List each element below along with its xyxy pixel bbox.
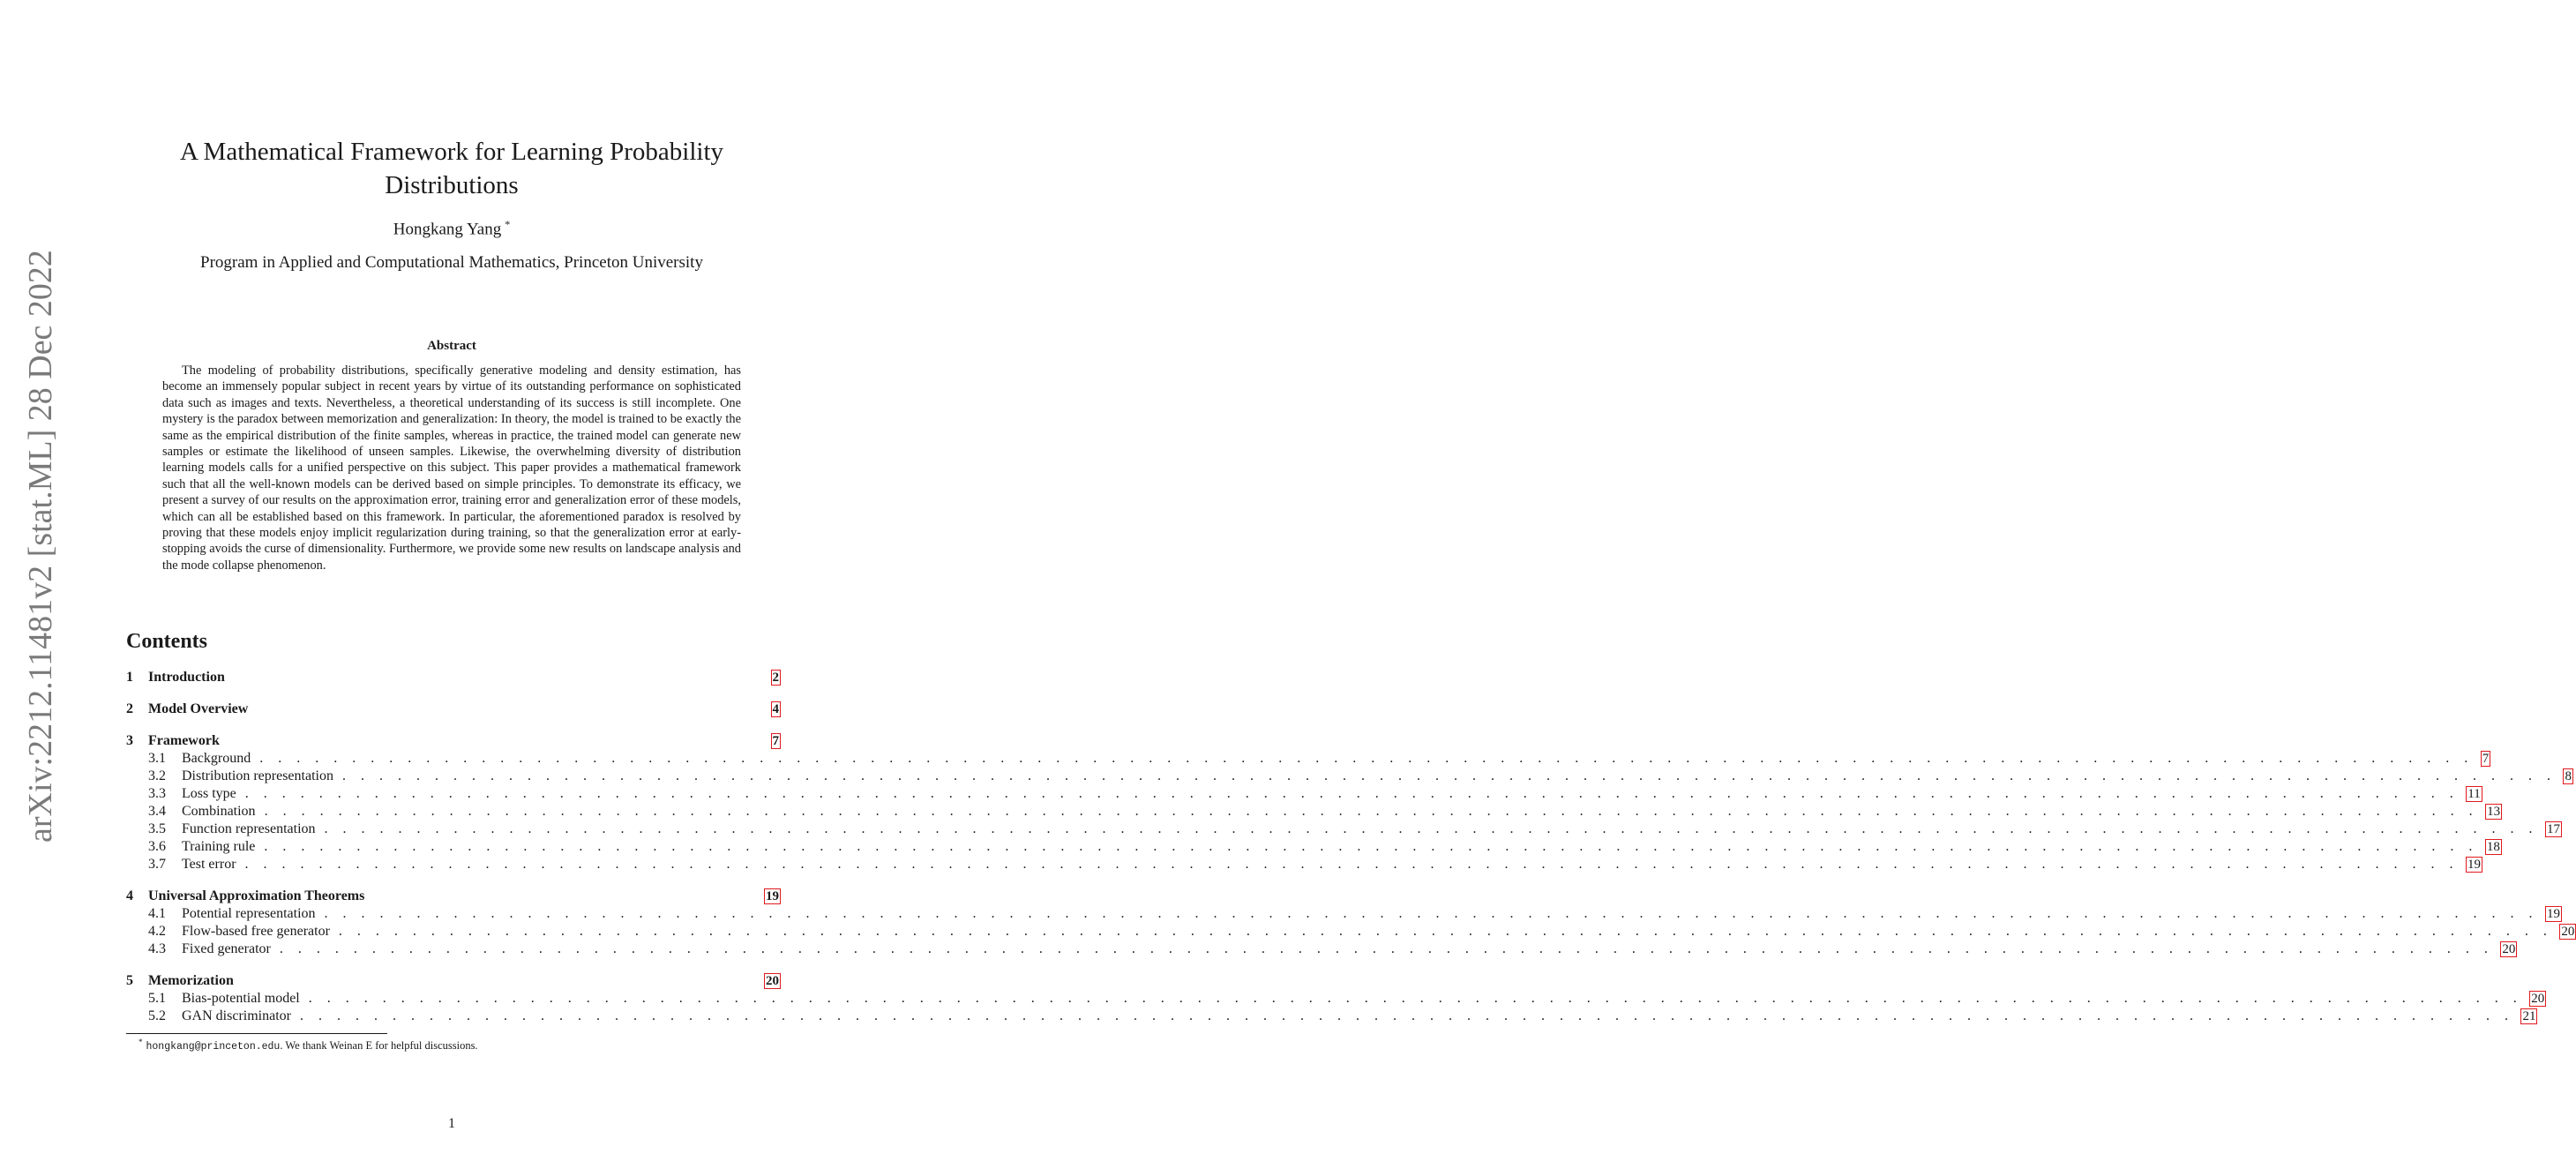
toc-subsection[interactable] (126, 923, 2575, 940)
contents-heading: Contents (126, 630, 208, 653)
toc-section-number: 1 (126, 670, 133, 685)
toc-subsection-title[interactable]: Flow-based free generator (182, 924, 330, 939)
toc-subsection-number: 3.5 (148, 821, 166, 836)
toc-leader-dots: . . . . . . . . . . . . . . . . . . . . . . . . . . . . . . . . . . . . . . . . . . . . . . . . . . . . . . . . . . . . . . . . . . . . . . . . . . . . . . . . . . . . . . . . . . . . . . . . . . . . . . . . . . . . . . . . . . . . . . . . (308, 991, 2523, 1006)
toc-subsection[interactable] (126, 856, 2482, 873)
table-of-contents (126, 669, 2575, 1025)
toc-section[interactable] (126, 732, 781, 750)
paper-title: A Mathematical Framework for Learning Probability Distributions (179, 138, 724, 199)
toc-page-link[interactable]: 20 (766, 974, 779, 988)
toc-section-title[interactable]: Universal Approximation Theorems (148, 888, 365, 903)
footnote-rule (126, 1033, 387, 1034)
toc-subsection-title[interactable]: Potential representation (182, 906, 316, 921)
toc-subsection-number: 3.2 (148, 768, 166, 783)
toc-subsection-number: 4.2 (148, 924, 166, 939)
toc-page-link[interactable]: 8 (2565, 769, 2572, 783)
toc-subsection-number: 3.1 (148, 751, 166, 766)
toc-page-link[interactable]: 20 (2561, 925, 2575, 939)
toc-leader-dots: . . . . . . . . . . . . . . . . . . . . . . . . . . . . . . . . . . . . . . . . . . . . . . . . . . . . . . . . . . . . . . . . . . . . . . . . . . . . . . . . . . . . . . . . . . . . . . . . . . . . . . . . . . . . . . . . . . . . . . . . (264, 839, 2478, 854)
toc-subsection[interactable] (126, 768, 2572, 785)
toc-subsection-number: 3.7 (148, 857, 166, 872)
toc-subsection[interactable] (126, 940, 2516, 958)
toc-page-link[interactable]: 17 (2547, 822, 2561, 836)
toc-section-title[interactable]: Memorization (148, 973, 234, 988)
toc-page-link[interactable]: 19 (2547, 907, 2561, 921)
toc-section-title[interactable]: Model Overview (148, 701, 249, 716)
abstract-heading: Abstract (427, 339, 476, 353)
author-name: Hongkang Yang (393, 220, 502, 239)
toc-page-link[interactable]: 21 (2522, 1009, 2536, 1023)
toc-subsection-title[interactable]: Function representation (182, 821, 316, 836)
toc-subsection-number: 5.1 (148, 991, 166, 1006)
abstract-text: The modeling of probability distributions, specifically generative modeling and density estimation, has become an immensely popular subject in recent years by virtue of its outstanding performance on sophisticated data such as images and texts. Nevertheless, a theoretical understanding of its success is still incomplete. One mystery is the paradox between memorization and generalization: In theory, the model is trained to be exactly the same as the empirical distribution of the finite samples, whereas in practice, the trained model can generate new samples or estimate the likelihood of unseen samples. Likewise, the overwhelming diversity of distribution learning models calls for a unified perspective on this subject. This paper provides a mathematical framework such that all the well-known models can be derived based on simple principles. To demonstrate its efficacy, we present a survey of our results on the approximation error, training error and generalization error of these models, which can all be established based on this framework. In particular, the aforementioned paradox is resolved by proving that these models enjoy implicit regularization during training, so that the generalization error at early-stopping avoids the curse of dimensionality. Furthermore, we provide some new results on landscape analysis and the mode collapse phenomenon. (162, 363, 741, 573)
toc-subsection-title[interactable]: Training rule (182, 839, 256, 854)
toc-leader-dots: . . . . . . . . . . . . . . . . . . . . . . . . . . . . . . . . . . . . . . . . . . . . . . . . . . . . . . . . . . . . . . . . . . . . . . . . . . . . . . . . . . . . . . . . . . . . . . . . . . . . . . . . . . . . . . . . . . . . . . . . (324, 821, 2539, 836)
toc-page-link[interactable]: 13 (2487, 805, 2501, 819)
toc-page-link[interactable]: 19 (2467, 858, 2482, 872)
toc-subsection-number: 3.3 (148, 786, 166, 801)
toc-subsection[interactable] (126, 750, 2490, 768)
toc-section-title[interactable]: Framework (148, 733, 220, 748)
toc-page-link[interactable]: 7 (2482, 752, 2490, 766)
affiliation: Program in Applied and Computational Mathematics, Princeton University (200, 253, 703, 272)
arxiv-stamp: arXiv:2212.11481v2 [stat.ML] 28 Dec 2022 (22, 250, 59, 843)
toc-leader-dots: . . . . . . . . . . . . . . . . . . . . . . . . . . . . . . . . . . . . . . . . . . . . . . . . . . . . . . . . . . . . . . . . . . . . . . . . . . . . . . . . . . . . . . . . . . . . . . . . . . . . . . . . . . . . . . . . . . . . . . . . (264, 804, 2479, 819)
toc-section-number: 2 (126, 701, 133, 716)
toc-leader-dots: . . . . . . . . . . . . . . . . . . . . . . . . . . . . . . . . . . . . . . . . . . . . . . . . . . . . . . . . . . . . . . . . . . . . . . . . . . . . . . . . . . . . . . . . . . . . . . . . . . . . . . . . . . . . . . . . . . . . . . . . (324, 906, 2539, 921)
toc-section[interactable] (126, 669, 781, 686)
toc-subsection-number: 3.6 (148, 839, 166, 854)
toc-subsection-number: 3.4 (148, 804, 166, 819)
toc-page-link[interactable]: 19 (766, 889, 779, 903)
toc-section[interactable] (126, 972, 781, 990)
footnote (139, 1038, 478, 1053)
toc-page-link[interactable]: 7 (772, 734, 779, 748)
toc-page-link[interactable]: 20 (2502, 942, 2516, 956)
footnote-mark: * (139, 1038, 143, 1046)
toc-section-number: 3 (126, 733, 133, 748)
toc-leader-dots: . . . . . . . . . . . . . . . . . . . . . . . . . . . . . . . . . . . . . . . . . . . . . . . . . . . . . . . . . . . . . . . . . . . . . . . . . . . . . . . . . . . . . . . . . . . . . . . . . . . . . . . . . . . . . . . . . . . . . . . . (279, 941, 2494, 956)
toc-section[interactable] (126, 888, 781, 905)
author-footnote-mark[interactable]: * (505, 218, 511, 230)
toc-page-link[interactable]: 2 (772, 671, 779, 685)
toc-subsection-title[interactable]: Combination (182, 804, 256, 819)
footnote-email-link[interactable]: hongkang@princeton.edu (146, 1041, 281, 1053)
toc-section-number: 4 (126, 888, 133, 903)
toc-leader-dots: . . . . . . . . . . . . . . . . . . . . . . . . . . . . . . . . . . . . . . . . . . . . . . . . . . . . . . . . . . . . . . . . . . . . . . . . . . . . . . . . . . . . . . . . . . . . . . . . . . . . . . . . . . . . . . . . . . . . . . . . (338, 924, 2553, 939)
toc-subsection-number: 5.2 (148, 1008, 166, 1023)
toc-page-link[interactable]: 11 (2467, 787, 2481, 801)
author-line (159, 218, 745, 239)
toc-subsection-title[interactable]: GAN discriminator (182, 1008, 291, 1023)
toc-page-link[interactable]: 18 (2486, 840, 2500, 854)
footnote-text: . We thank Weinan E for helpful discussions. (280, 1039, 478, 1053)
page-number: 1 (448, 1116, 455, 1131)
toc-subsection[interactable] (126, 821, 2561, 838)
toc-section[interactable] (126, 701, 781, 718)
toc-subsection[interactable] (126, 785, 2481, 803)
toc-subsection-title[interactable]: Fixed generator (182, 941, 271, 956)
toc-section-number: 5 (126, 973, 133, 988)
toc-leader-dots: . . . . . . . . . . . . . . . . . . . . . . . . . . . . . . . . . . . . . . . . . . . . . . . . . . . . . . . . . . . . . . . . . . . . . . . . . . . . . . . . . . . . . . . . . . . . . . . . . . . . . . . . . . . . . . . . . . . . . . . . (259, 751, 2474, 766)
toc-subsection-title[interactable]: Bias-potential model (182, 991, 300, 1006)
toc-subsection[interactable] (126, 803, 2501, 821)
toc-subsection[interactable] (126, 990, 2545, 1008)
toc-subsection[interactable] (126, 838, 2500, 856)
toc-leader-dots: . . . . . . . . . . . . . . . . . . . . . . . . . . . . . . . . . . . . . . . . . . . . . . . . . . . . . . . . . . . . . . . . . . . . . . . . . . . . . . . . . . . . . . . . . . . . . . . . . . . . . . . . . . . . . . . . . . . . . . . . (244, 786, 2460, 801)
toc-section-title[interactable]: Introduction (148, 670, 225, 685)
toc-leader-dots: . . . . . . . . . . . . . . . . . . . . . . . . . . . . . . . . . . . . . . . . . . . . . . . . . . . . . . . . . . . . . . . . . . . . . . . . . . . . . . . . . . . . . . . . . . . . . . . . . . . . . . . . . . . . . . . . . . . . . . . . (244, 857, 2460, 872)
toc-subsection-number: 4.1 (148, 906, 166, 921)
toc-subsection-title[interactable]: Background (182, 751, 251, 766)
toc-subsection-title[interactable]: Loss type (182, 786, 236, 801)
toc-page-link[interactable]: 20 (2531, 992, 2545, 1006)
toc-page-link[interactable]: 4 (772, 702, 779, 716)
toc-subsection-title[interactable]: Test error (182, 857, 236, 872)
toc-subsection-number: 4.3 (148, 941, 166, 956)
toc-subsection[interactable] (126, 905, 2561, 923)
toc-leader-dots: . . . . . . . . . . . . . . . . . . . . . . . . . . . . . . . . . . . . . . . . . . . . . . . . . . . . . . . . . . . . . . . . . . . . . . . . . . . . . . . . . . . . . . . . . . . . . . . . . . . . . . . . . . . . . . . . . . . . . . . . (299, 1008, 2514, 1023)
toc-subsection-title[interactable]: Distribution representation (182, 768, 333, 783)
toc-leader-dots: . . . . . . . . . . . . . . . . . . . . . . . . . . . . . . . . . . . . . . . . . . . . . . . . . . . . . . . . . . . . . . . . . . . . . . . . . . . . . . . . . . . . . . . . . . . . . . . . . . . . . . . . . . . . . . . . . . . . . . . . (341, 768, 2557, 783)
toc-subsection[interactable] (126, 1008, 2536, 1025)
